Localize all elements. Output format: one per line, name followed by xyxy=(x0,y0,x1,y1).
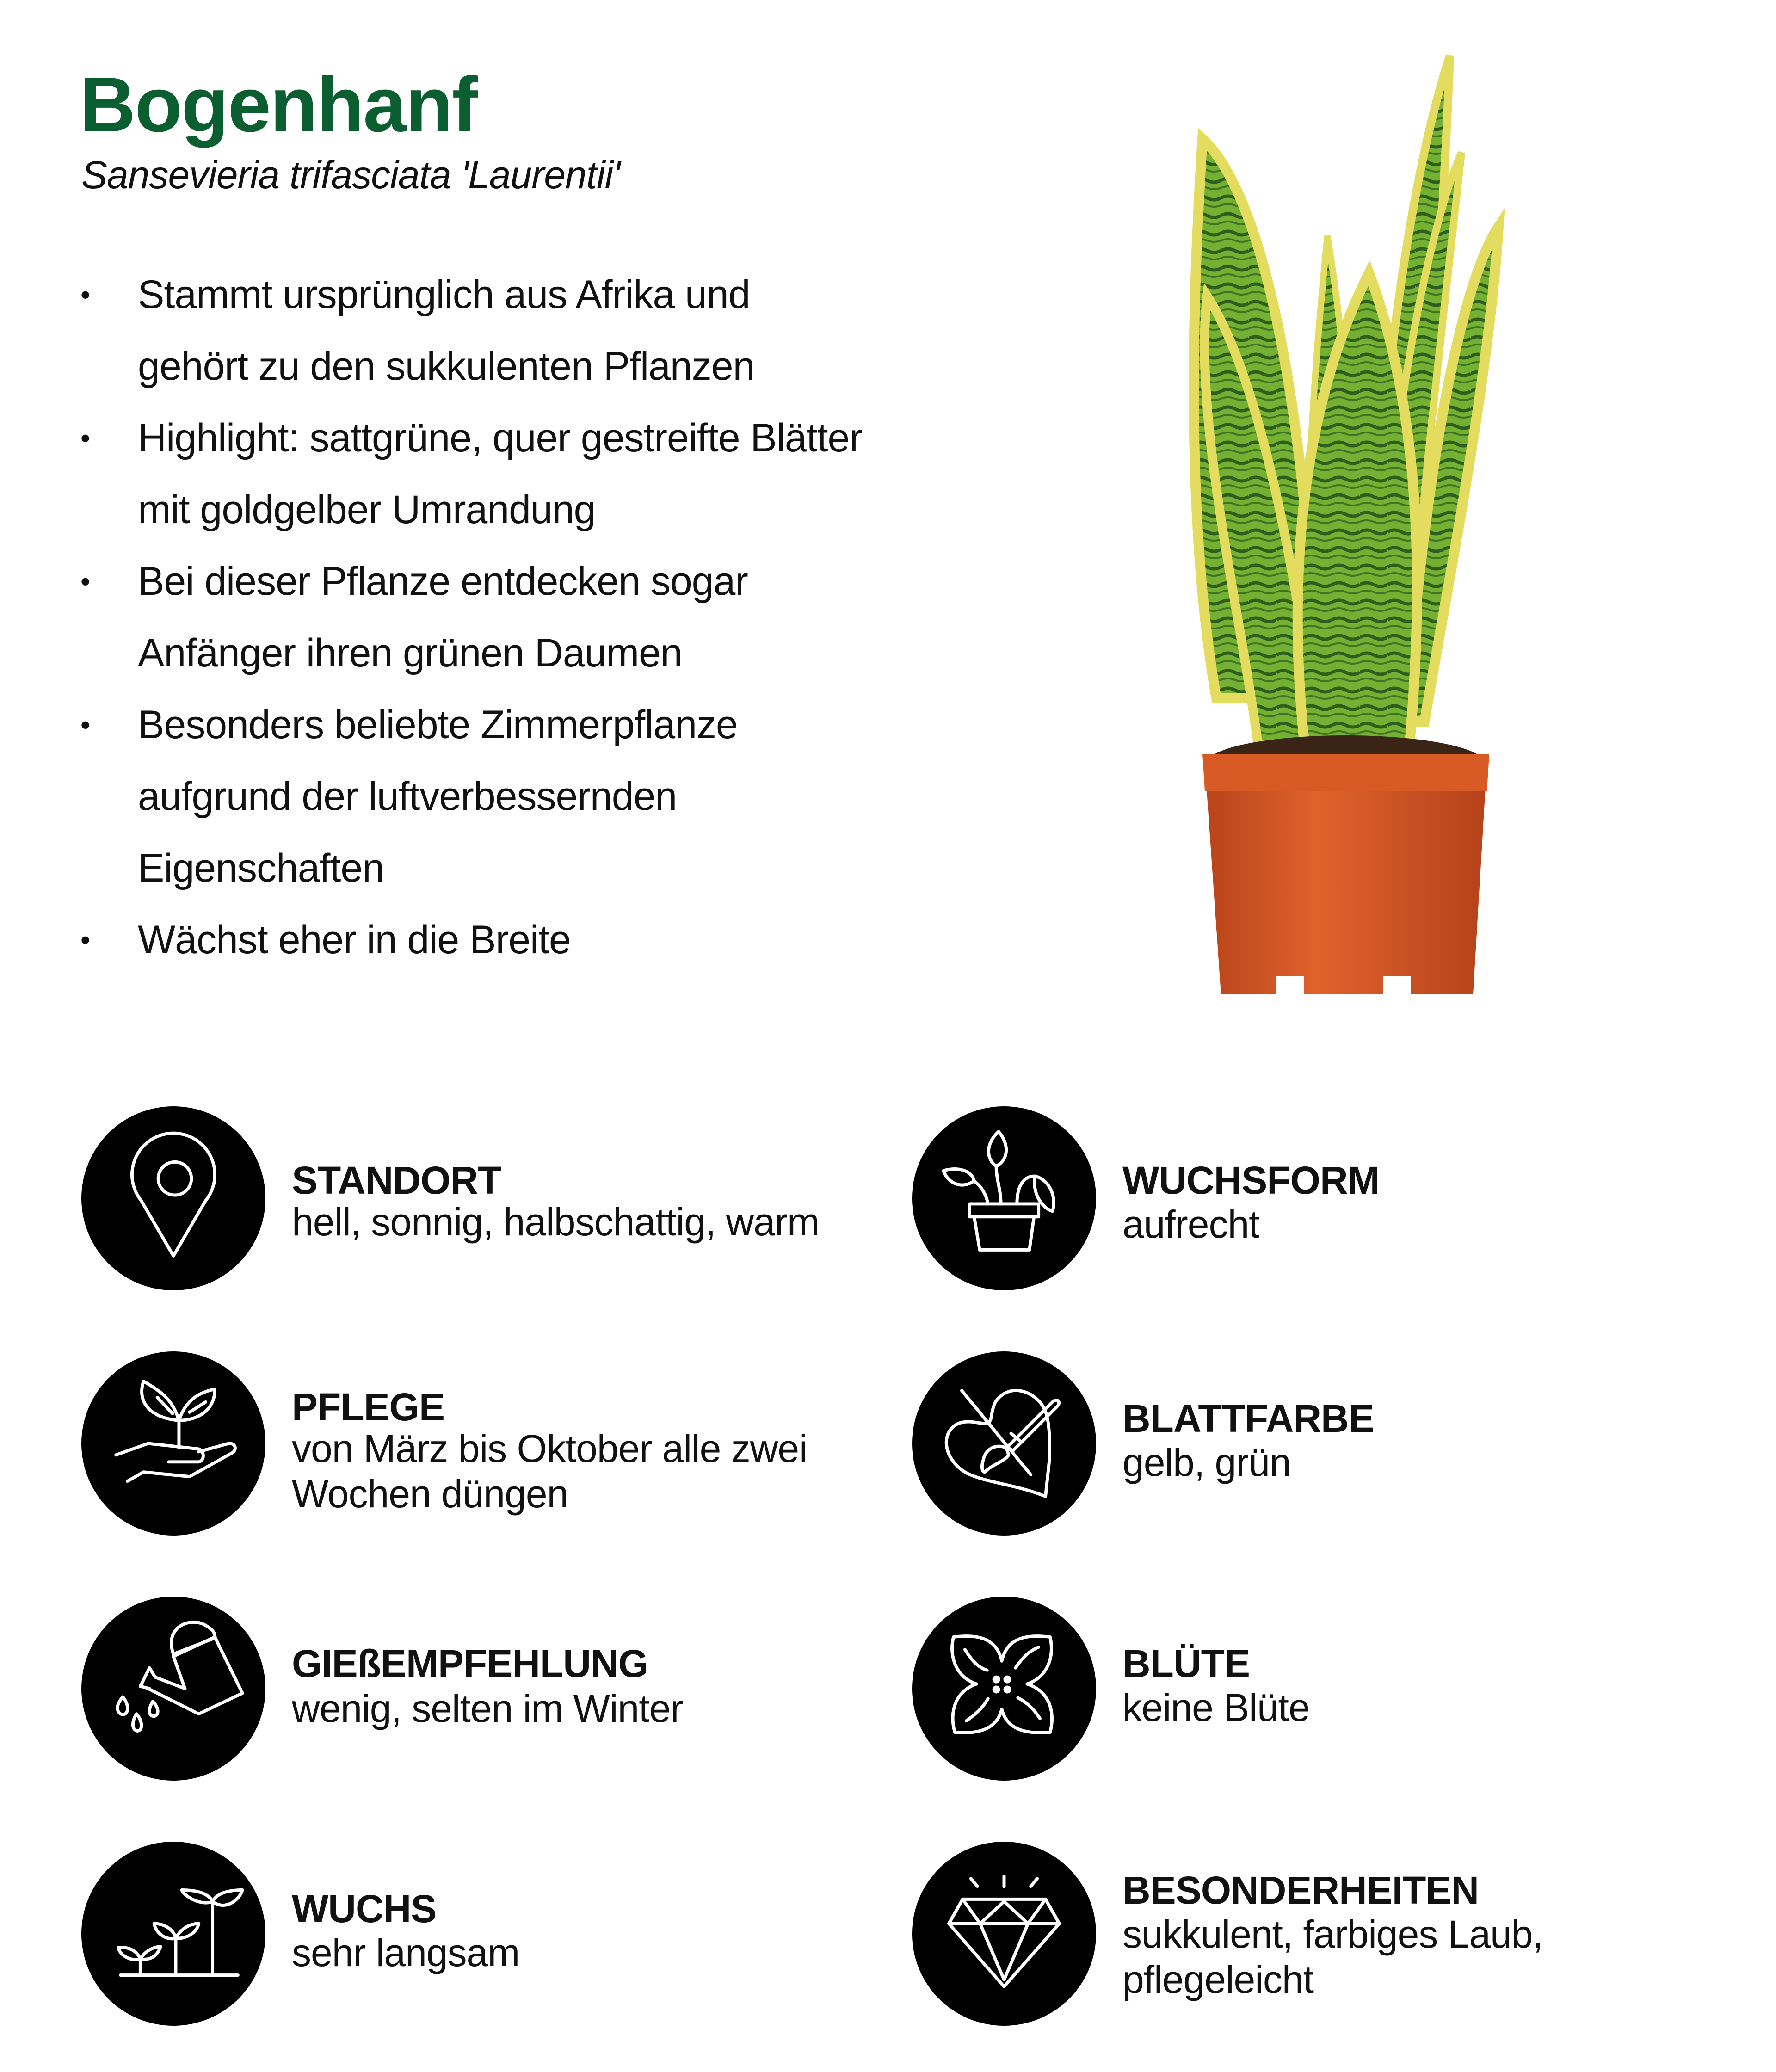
feature-label: PFLEGE xyxy=(292,1385,445,1429)
feature-pflege xyxy=(81,1351,868,1536)
feature-value: pflegeleicht xyxy=(1122,1958,1314,2001)
feature-value: Wochen düngen xyxy=(292,1472,568,1516)
feature-value: sehr langsam xyxy=(292,1931,520,1974)
location-pin-icon xyxy=(81,1106,265,1290)
feature-value: sukkulent, farbiges Laub, xyxy=(1122,1912,1543,1956)
feature-wuchsform xyxy=(912,1106,1698,1291)
bullet-line: Anfänger ihren grünen Daumen xyxy=(138,631,682,675)
feature-bullet-list xyxy=(69,259,948,976)
bullet-dot-icon: • xyxy=(80,709,90,740)
feature-value: aufrecht xyxy=(1122,1202,1259,1246)
bullet-line: Bei dieser Pflanze entdecken sogar xyxy=(138,559,748,604)
feature-label: WUCHS xyxy=(292,1887,437,1930)
potted-plant-icon xyxy=(912,1106,1096,1290)
feature-label: STANDORT xyxy=(292,1159,501,1202)
flower-icon xyxy=(912,1597,1096,1781)
bullet-item xyxy=(69,546,948,689)
feature-label: BLÜTE xyxy=(1122,1642,1250,1685)
feature-bluete xyxy=(912,1597,1698,1782)
bullet-line: Wächst eher in die Breite xyxy=(138,918,571,962)
bullet-item xyxy=(69,259,948,402)
bullet-line: Stammt ursprünglich aus Afrika und xyxy=(138,272,750,317)
page-title: Bogenhanf xyxy=(80,61,477,148)
bullet-line: gehört zu den sukkulenten Pflanzen xyxy=(138,344,755,388)
bullet-dot-icon: • xyxy=(80,423,90,454)
feature-value: von März bis Oktober alle zwei xyxy=(292,1427,807,1470)
bullet-item xyxy=(69,689,948,904)
feature-blattfarbe xyxy=(912,1351,1698,1536)
bullet-line: aufgrund der luftverbessernden xyxy=(138,774,677,819)
snake-plant-illustration xyxy=(1166,51,1517,1018)
growing-seedlings-icon xyxy=(81,1842,265,2026)
product-image xyxy=(1166,51,1517,1018)
feature-label: BLATTFARBE xyxy=(1122,1397,1374,1440)
bullet-dot-icon: • xyxy=(80,925,90,956)
bullet-line: Highlight: sattgrüne, quer gestreifte Blätter xyxy=(138,416,862,460)
feature-label: WUCHSFORM xyxy=(1122,1159,1380,1202)
leaf-paintbrush-icon xyxy=(912,1351,1096,1536)
feature-wuchs xyxy=(81,1842,868,2027)
feature-standort xyxy=(81,1106,868,1291)
hand-seedling-icon xyxy=(81,1351,265,1536)
bullet-line: mit goldgelber Umrandung xyxy=(138,487,596,532)
bullet-dot-icon: • xyxy=(80,566,90,597)
bullet-item xyxy=(69,402,948,546)
feature-value: gelb, grün xyxy=(1122,1441,1291,1484)
feature-giessempfehlung xyxy=(81,1597,868,1782)
feature-value: wenig, selten im Winter xyxy=(292,1687,683,1730)
feature-value: keine Blüte xyxy=(1122,1686,1310,1729)
feature-value: hell, sonnig, halbschattig, warm xyxy=(292,1200,819,1244)
diamond-icon xyxy=(912,1842,1096,2026)
feature-label: BESONDERHEITEN xyxy=(1122,1868,1479,1912)
feature-besonderheiten xyxy=(912,1842,1698,2027)
bullet-item xyxy=(69,904,948,976)
watering-can-icon xyxy=(81,1597,265,1781)
feature-label: GIEßEMPFEHLUNG xyxy=(292,1642,648,1685)
bullet-line: Besonders beliebte Zimmerpflanze xyxy=(138,703,738,747)
bullet-dot-icon: • xyxy=(80,279,90,310)
botanical-name: Sansevieria trifasciata 'Laurentii' xyxy=(81,153,620,197)
bullet-line: Eigenschaften xyxy=(138,846,384,890)
